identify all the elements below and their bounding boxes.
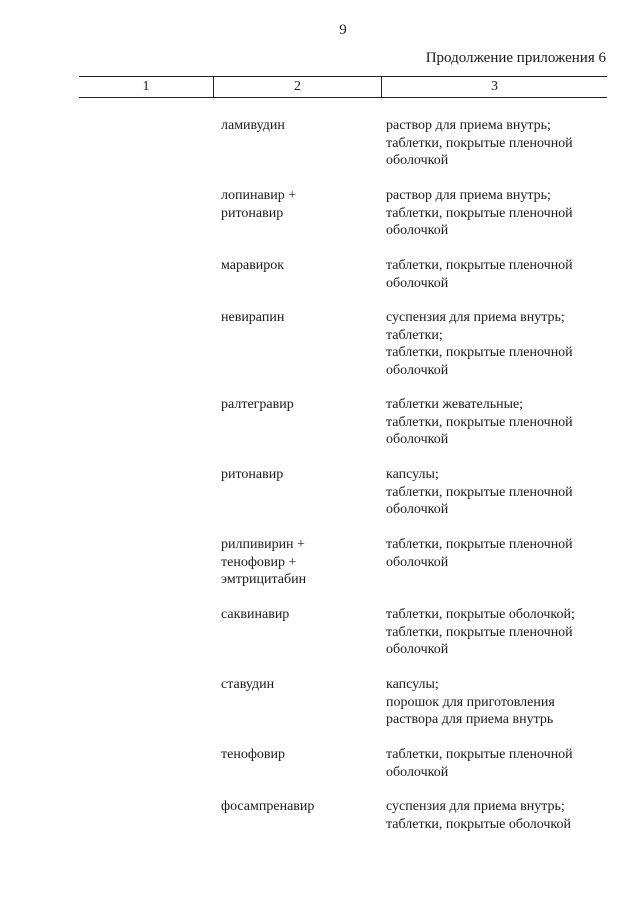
drug-name: ралтегравир bbox=[221, 397, 294, 412]
dosage-form-line: суспензия для приема внутрь; bbox=[386, 310, 565, 325]
dosage-form-line: оболочкой bbox=[386, 223, 449, 238]
dosage-forms bbox=[386, 187, 616, 240]
dosage-form-line: суспензия для приема внутрь; bbox=[386, 799, 565, 814]
dosage-form-line: таблетки, покрытые пленочной bbox=[386, 345, 573, 360]
drug-name: ставудин bbox=[221, 677, 275, 692]
column-header-3: 3 bbox=[491, 79, 498, 94]
dosage-form-line: таблетки; bbox=[386, 327, 443, 343]
dosage-forms bbox=[386, 746, 616, 781]
dosage-form-line: таблетки, покрытые пленочной bbox=[386, 624, 573, 640]
dosage-form-line: оболочкой bbox=[386, 275, 449, 291]
dosage-form-line: порошок для приготовления bbox=[386, 694, 555, 710]
drug-name: лопинавир + ритонавир bbox=[221, 188, 297, 221]
drug-name: ламивудин bbox=[221, 118, 285, 133]
dosage-form-line: оболочкой bbox=[386, 642, 449, 657]
dosage-form-line: капсулы; bbox=[386, 467, 439, 482]
table-header bbox=[79, 76, 607, 98]
dosage-form-line: раствор для приема внутрь; bbox=[386, 118, 551, 133]
dosage-forms bbox=[386, 309, 616, 379]
drug-name: саквинавир bbox=[221, 607, 290, 622]
dosage-form-line: раствора для приема внутрь bbox=[386, 712, 554, 727]
dosage-form-line: оболочкой bbox=[386, 153, 449, 168]
dosage-form-line: оболочкой bbox=[386, 554, 449, 570]
dosage-form-line: таблетки, покрытые пленочной bbox=[386, 484, 573, 500]
dosage-forms bbox=[386, 676, 616, 729]
drug-name: фосампренавир bbox=[221, 799, 315, 814]
dosage-forms bbox=[386, 396, 616, 449]
drug-name: рилпивирин + тенофовир + эмтрицитабин bbox=[221, 537, 307, 587]
page-number: 9 bbox=[339, 22, 347, 38]
dosage-forms bbox=[386, 117, 616, 170]
drug-name: ритонавир bbox=[221, 467, 284, 482]
dosage-form-line: оболочкой bbox=[386, 502, 449, 517]
dosage-forms bbox=[386, 798, 616, 833]
drug-name: невирапин bbox=[221, 310, 285, 325]
dosage-form-line: таблетки, покрытые пленочной bbox=[386, 747, 573, 762]
continuation-label: Продолжение приложения 6 bbox=[425, 50, 606, 66]
drug-name: тенофовир bbox=[221, 747, 285, 762]
dosage-form-line: капсулы; bbox=[386, 677, 439, 692]
dosage-form-line: раствор для приема внутрь; bbox=[386, 188, 551, 203]
dosage-form-line: оболочкой bbox=[386, 362, 449, 378]
dosage-form-line: таблетки, покрытые пленочной bbox=[386, 414, 573, 430]
dosage-forms bbox=[386, 257, 616, 292]
dosage-form-line: оболочкой bbox=[386, 764, 449, 780]
drug-name: маравирок bbox=[221, 258, 285, 273]
dosage-form-line: таблетки, покрытые оболочкой bbox=[386, 816, 572, 832]
dosage-form-line: таблетки, покрытые пленочной bbox=[386, 537, 573, 552]
dosage-form-line: таблетки, покрытые оболочкой; bbox=[386, 607, 575, 622]
dosage-form-line: таблетки жевательные; bbox=[386, 397, 524, 412]
column-header-1: 1 bbox=[79, 77, 214, 97]
dosage-forms bbox=[386, 536, 616, 571]
dosage-form-line: таблетки, покрытые пленочной bbox=[386, 135, 573, 151]
dosage-form-line: таблетки, покрытые пленочной bbox=[386, 205, 573, 221]
column-header-2: 2 bbox=[214, 77, 382, 97]
dosage-form-line: оболочкой bbox=[386, 432, 449, 447]
dosage-forms bbox=[386, 466, 616, 519]
dosage-form-line: таблетки, покрытые пленочной bbox=[386, 258, 573, 273]
dosage-forms bbox=[386, 606, 616, 659]
